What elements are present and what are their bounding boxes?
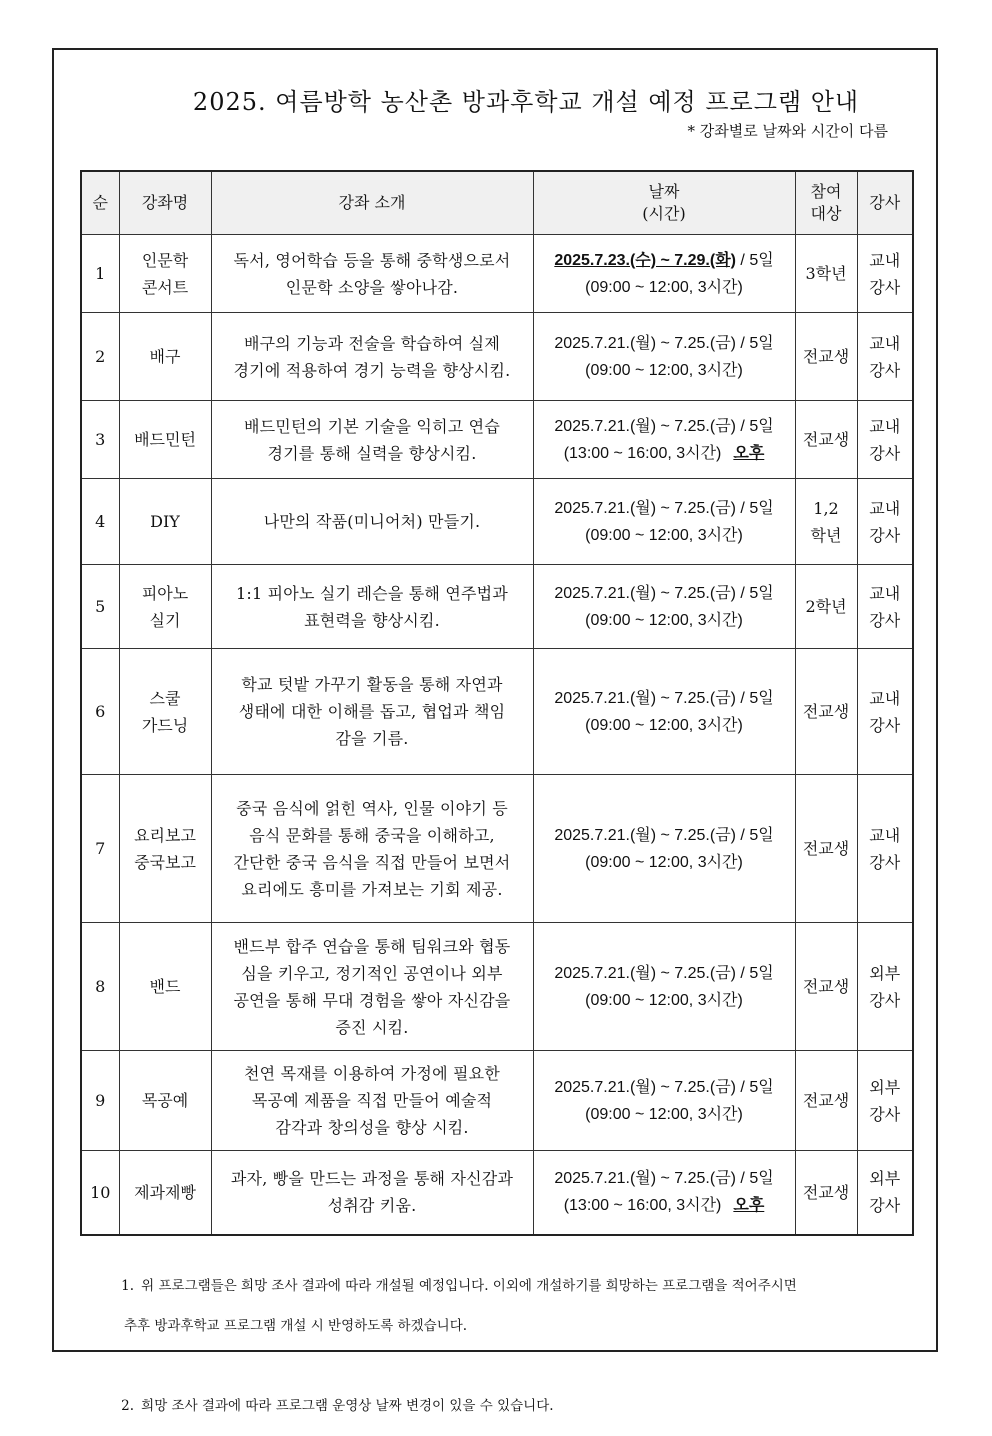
date-range: 2025.7.23.(수) ~ 7.29.(화) xyxy=(554,251,736,269)
time-range: (09:00 ~ 12:00, 3시간) xyxy=(585,991,743,1009)
row-number: 9 xyxy=(81,1051,119,1151)
teacher-line2: 강사 xyxy=(869,610,901,630)
teacher-line2: 강사 xyxy=(869,360,901,380)
course-desc-line: 독서, 영어학습 등을 통해 중학생으로서 xyxy=(233,250,511,270)
date-line xyxy=(538,685,791,712)
teacher-line1: 교내 xyxy=(869,688,901,708)
course-target xyxy=(795,649,857,775)
time-line xyxy=(538,607,791,634)
teacher-line2: 강사 xyxy=(869,277,901,297)
course-desc-line: 학교 텃밭 가꾸기 활동을 통해 자연과 xyxy=(241,675,503,694)
row-number: 6 xyxy=(81,649,119,775)
course-target xyxy=(795,401,857,479)
course-date xyxy=(533,1051,795,1151)
teacher-line1: 외부 xyxy=(869,1077,901,1097)
course-teacher xyxy=(857,479,913,565)
course-teacher xyxy=(857,1051,913,1151)
target-line1: 전교생 xyxy=(802,702,850,721)
table-row xyxy=(81,479,913,565)
footnote-1-number: 1. xyxy=(121,1278,135,1294)
course-name xyxy=(119,1151,211,1235)
course-name-line1: 피아노 xyxy=(141,583,189,603)
date-range: 2025.7.21.(월) ~ 7.25.(금) / 5일 xyxy=(554,689,774,707)
date-range: 2025.7.21.(월) ~ 7.25.(금) / 5일 xyxy=(554,1078,774,1096)
course-name-line1: 목공예 xyxy=(141,1091,189,1110)
course-name xyxy=(119,401,211,479)
footnote-1 xyxy=(104,1256,904,1376)
row-number: 10 xyxy=(81,1151,119,1235)
course-teacher xyxy=(857,565,913,649)
course-desc-line: 공연을 통해 무대 경험을 쌓아 자신감을 xyxy=(233,990,511,1010)
row-number: 8 xyxy=(81,923,119,1051)
course-date xyxy=(533,775,795,923)
course-target xyxy=(795,1151,857,1235)
table-row xyxy=(81,923,913,1051)
course-desc-line: 1:1 피아노 실기 레슨을 통해 연주법과 xyxy=(236,583,508,603)
subtitle-note: * 강좌별로 날짜와 시간이 다름 xyxy=(687,122,888,140)
course-desc-line: 천연 목재를 이용하여 가정에 필요한 xyxy=(244,1064,500,1083)
teacher-line1: 교내 xyxy=(869,250,901,270)
footnote-2-number: 2. xyxy=(121,1398,135,1414)
table-header-row xyxy=(81,171,913,235)
course-name-line2: 콘서트 xyxy=(141,277,189,297)
teacher-line2: 강사 xyxy=(869,443,901,463)
course-target xyxy=(795,235,857,313)
target-line1: 전교생 xyxy=(802,347,850,366)
target-line1: 전교생 xyxy=(802,430,850,449)
course-desc-line: 간단한 중국 음식을 직접 만들어 보면서 xyxy=(233,852,511,872)
course-description xyxy=(211,479,533,565)
course-desc-line: 감을 기름. xyxy=(335,729,409,748)
course-name-line1: 스쿨 xyxy=(149,688,181,708)
course-name xyxy=(119,775,211,923)
course-name-line2: 가드닝 xyxy=(141,715,189,735)
date-line xyxy=(538,822,791,849)
target-line1: 전교생 xyxy=(802,839,850,858)
course-desc-line: 경기를 통해 실력을 향상시킴. xyxy=(267,443,477,463)
teacher-line1: 교내 xyxy=(869,583,901,603)
time-range: (09:00 ~ 12:00, 3시간) xyxy=(585,278,743,296)
time-line xyxy=(538,274,791,301)
date-range: 2025.7.21.(월) ~ 7.25.(금) / 5일 xyxy=(554,334,774,352)
course-name-line1: 요리보고 xyxy=(134,825,196,845)
course-date xyxy=(533,1151,795,1235)
teacher-line1: 교내 xyxy=(869,416,901,436)
time-range: (09:00 ~ 12:00, 3시간) xyxy=(585,526,743,544)
course-target xyxy=(795,313,857,401)
table-row xyxy=(81,401,913,479)
footnotes xyxy=(104,1256,904,1436)
course-description xyxy=(211,1051,533,1151)
course-teacher xyxy=(857,1151,913,1235)
course-date xyxy=(533,479,795,565)
course-desc-line: 감각과 창의성을 향상 시킴. xyxy=(275,1118,469,1137)
course-desc-line: 밴드부 합주 연습을 통해 팀워크와 협동 xyxy=(233,936,511,956)
course-desc-line: 요리에도 흥미를 가져보는 기회 제공. xyxy=(241,879,503,899)
time-line xyxy=(538,522,791,549)
course-desc-line: 표현력을 향상시킴. xyxy=(304,610,440,630)
course-description xyxy=(211,565,533,649)
course-name-line1: 밴드 xyxy=(149,977,181,996)
course-desc-line: 나만의 작품(미니어처) 만들기. xyxy=(263,512,481,531)
row-number: 1 xyxy=(81,235,119,313)
date-range: 2025.7.21.(월) ~ 7.25.(금) / 5일 xyxy=(554,584,774,602)
header-target xyxy=(795,171,857,235)
teacher-line1: 교내 xyxy=(869,825,901,845)
row-number: 5 xyxy=(81,565,119,649)
course-date xyxy=(533,649,795,775)
course-date xyxy=(533,401,795,479)
table-row xyxy=(81,565,913,649)
footnote-2-line1: 희망 조사 결과에 따라 프로그램 운영상 날짜 변경이 있을 수 있습니다. xyxy=(141,1398,554,1414)
course-desc-line: 중국 음식에 얽힌 역사, 인물 이야기 등 xyxy=(236,798,508,818)
target-line2: 학년 xyxy=(810,525,842,545)
header-date-line1: 날짜 xyxy=(648,182,680,201)
page-title: 2025. 여름방학 농산촌 방과후학교 개설 예정 프로그램 안내 xyxy=(192,88,860,116)
target-line1: 3학년 xyxy=(805,264,847,283)
table-row xyxy=(81,1151,913,1235)
course-description xyxy=(211,1151,533,1235)
time-line xyxy=(538,849,791,876)
course-teacher xyxy=(857,923,913,1051)
table-row xyxy=(81,649,913,775)
header-target-line1: 참여 xyxy=(810,182,842,201)
course-name xyxy=(119,1051,211,1151)
time-range: (09:00 ~ 12:00, 3시간) xyxy=(585,1105,743,1123)
course-date xyxy=(533,565,795,649)
course-date xyxy=(533,313,795,401)
course-teacher xyxy=(857,775,913,923)
course-desc-line: 음식 문화를 통해 중국을 이해하고, xyxy=(249,825,495,845)
date-line xyxy=(538,413,791,440)
header-intro: 강좌 소개 xyxy=(211,171,533,235)
time-line xyxy=(538,440,791,467)
footnote-1-line1: 위 프로그램들은 희망 조사 결과에 따라 개설될 예정입니다. 이외에 개설하기를 희망하는 프로그램을 적어주시면 xyxy=(141,1278,797,1294)
row-number: 7 xyxy=(81,775,119,923)
course-desc-line: 경기에 적용하여 경기 능력을 향상시킴. xyxy=(233,360,511,380)
course-desc-line: 목공예 제품을 직접 만들어 예술적 xyxy=(251,1091,493,1110)
course-description xyxy=(211,649,533,775)
date-line xyxy=(538,330,791,357)
course-teacher xyxy=(857,649,913,775)
header-date xyxy=(533,171,795,235)
date-range: 2025.7.21.(월) ~ 7.25.(금) / 5일 xyxy=(554,499,774,517)
course-name xyxy=(119,565,211,649)
date-line xyxy=(538,1074,791,1101)
teacher-line1: 외부 xyxy=(869,963,901,983)
table-row xyxy=(81,1051,913,1151)
row-number: 2 xyxy=(81,313,119,401)
course-desc-line: 배구의 기능과 전술을 학습하여 실제 xyxy=(244,333,500,353)
teacher-line2: 강사 xyxy=(869,715,901,735)
footnote-2 xyxy=(104,1376,904,1436)
course-name xyxy=(119,479,211,565)
time-range: (09:00 ~ 12:00, 3시간) xyxy=(585,361,743,379)
course-target xyxy=(795,479,857,565)
date-range: 2025.7.21.(월) ~ 7.25.(금) / 5일 xyxy=(554,1170,774,1188)
course-name xyxy=(119,235,211,313)
row-number: 4 xyxy=(81,479,119,565)
date-line xyxy=(538,495,791,522)
time-range: (13:00 ~ 16:00, 3시간) xyxy=(563,444,722,462)
date-line xyxy=(538,580,791,607)
course-name-line1: 인문학 xyxy=(141,250,189,270)
time-range: (09:00 ~ 12:00, 3시간) xyxy=(585,611,743,629)
course-description xyxy=(211,313,533,401)
time-range: (13:00 ~ 16:00, 3시간) xyxy=(563,1197,722,1215)
time-line xyxy=(538,712,791,739)
course-target xyxy=(795,923,857,1051)
time-line xyxy=(538,1192,791,1219)
course-target xyxy=(795,565,857,649)
teacher-line2: 강사 xyxy=(869,1196,901,1216)
course-name-line1: 배구 xyxy=(149,347,181,366)
teacher-line1: 교내 xyxy=(869,333,901,353)
table-row xyxy=(81,775,913,923)
course-description xyxy=(211,401,533,479)
course-name xyxy=(119,313,211,401)
header-date-line2: (시간) xyxy=(642,204,686,223)
header-teacher: 강사 xyxy=(857,171,913,235)
target-line1: 1,2 xyxy=(813,498,839,518)
date-range: 2025.7.21.(월) ~ 7.25.(금) / 5일 xyxy=(554,417,774,435)
header-target-line2: 대상 xyxy=(810,204,842,223)
course-name xyxy=(119,649,211,775)
date-days: / 5일 xyxy=(735,251,774,269)
date-line xyxy=(538,960,791,987)
table-row xyxy=(81,313,913,401)
target-line1: 전교생 xyxy=(802,1091,850,1110)
date-line xyxy=(538,247,791,274)
teacher-line2: 강사 xyxy=(869,525,901,545)
afternoon-badge: 오후 xyxy=(733,444,765,462)
course-name-line2: 실기 xyxy=(149,610,181,630)
course-name-line1: 제과제빵 xyxy=(134,1182,196,1202)
course-desc-line: 심을 키우고, 정기적인 공연이나 외부 xyxy=(241,963,503,983)
time-range: (09:00 ~ 12:00, 3시간) xyxy=(585,853,743,871)
course-description xyxy=(211,235,533,313)
course-date xyxy=(533,235,795,313)
table-row xyxy=(81,235,913,313)
teacher-line2: 강사 xyxy=(869,852,901,872)
course-desc-line: 인문학 소양을 쌓아나감. xyxy=(285,277,459,297)
program-table xyxy=(80,170,914,1236)
date-line xyxy=(538,1165,791,1192)
target-line1: 전교생 xyxy=(802,1182,850,1202)
time-range: (09:00 ~ 12:00, 3시간) xyxy=(585,716,743,734)
course-date xyxy=(533,923,795,1051)
row-number: 3 xyxy=(81,401,119,479)
course-desc-line: 과자, 빵을 만드는 과정을 통해 자신감과 xyxy=(230,1169,514,1189)
course-teacher xyxy=(857,313,913,401)
course-desc-line: 배드민턴의 기본 기술을 익히고 연습 xyxy=(244,416,500,436)
course-desc-line: 성취감 키움. xyxy=(327,1196,417,1216)
teacher-line1: 외부 xyxy=(869,1169,901,1189)
course-desc-line: 증진 시킴. xyxy=(335,1017,409,1037)
course-target xyxy=(795,775,857,923)
header-no: 순 xyxy=(81,171,119,235)
course-description xyxy=(211,923,533,1051)
teacher-line2: 강사 xyxy=(869,990,901,1010)
course-desc-line: 생태에 대한 이해를 돕고, 협업과 책임 xyxy=(238,702,506,721)
course-target xyxy=(795,1051,857,1151)
header-name: 강좌명 xyxy=(119,171,211,235)
time-line xyxy=(538,1101,791,1128)
footnote-1-line2: 추후 방과후학교 프로그램 개설 시 반영하도록 하겠습니다. xyxy=(124,1318,468,1334)
course-name xyxy=(119,923,211,1051)
date-range: 2025.7.21.(월) ~ 7.25.(금) / 5일 xyxy=(554,826,774,844)
target-line1: 2학년 xyxy=(805,597,847,616)
time-line xyxy=(538,357,791,384)
teacher-line1: 교내 xyxy=(869,498,901,518)
course-name-line1: DIY xyxy=(150,512,180,531)
course-description xyxy=(211,775,533,923)
teacher-line2: 강사 xyxy=(869,1104,901,1124)
time-line xyxy=(538,987,791,1014)
target-line1: 전교생 xyxy=(802,977,850,996)
afternoon-badge: 오후 xyxy=(733,1197,765,1215)
date-range: 2025.7.21.(월) ~ 7.25.(금) / 5일 xyxy=(554,964,774,982)
course-name-line1: 배드민턴 xyxy=(134,430,196,449)
course-teacher xyxy=(857,235,913,313)
course-teacher xyxy=(857,401,913,479)
course-name-line2: 중국보고 xyxy=(134,852,196,872)
